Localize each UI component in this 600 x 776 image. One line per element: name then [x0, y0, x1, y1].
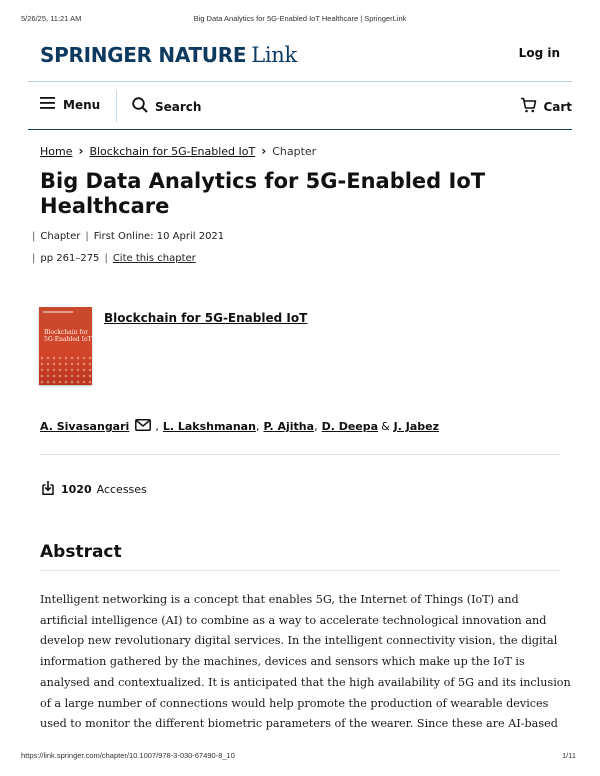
search-icon: [132, 97, 148, 116]
abstract-line: of a large number of connections would help promote the production of wearable devices: [40, 696, 549, 710]
author-separator: ,: [314, 420, 318, 433]
springer-nature-link-logo[interactable]: [40, 43, 297, 67]
accesses-label: Accesses: [96, 483, 147, 496]
abstract-line: artificial intelligence (AI) to combine as a way to accelerate technological innovation and: [40, 613, 547, 627]
print-page-number: 1/11: [561, 751, 576, 760]
author-link[interactable]: A. Sivasangari: [40, 420, 130, 433]
hamburger-icon: [40, 97, 55, 112]
search-button[interactable]: [132, 97, 201, 116]
chevron-right-icon: ›: [78, 144, 84, 158]
section-divider: [40, 454, 560, 455]
chevron-right-icon: ›: [261, 144, 267, 158]
author-separator: ,: [255, 420, 260, 433]
author-separator: &: [381, 420, 390, 433]
abstract-text: [40, 590, 571, 735]
author-list: [40, 419, 439, 434]
author-separator: ,: [155, 420, 159, 433]
download-icon: [40, 480, 56, 499]
nav-divider: [28, 129, 572, 130]
header-divider: [28, 81, 572, 82]
accesses-metric: [40, 480, 147, 499]
cart-icon: [520, 97, 537, 116]
breadcrumb: [40, 144, 316, 158]
email-icon[interactable]: [135, 419, 151, 434]
breadcrumb-current: Chapter: [272, 144, 317, 158]
menu-label: Menu: [63, 97, 101, 112]
print-url: https://link.springer.com/chapter/10.1007/978-3-030-67490-8_10: [21, 751, 235, 760]
abstract-line: information gathered by the machines, devices and sensors which make up the IoT is: [40, 655, 525, 669]
main-nav: [28, 88, 572, 126]
book-title-link[interactable]: Blockchain for 5G-Enabled IoT: [104, 311, 308, 325]
first-online-date: First Online: 10 April 2021: [93, 231, 225, 242]
page-title: Big Data Analytics for 5G-Enabled IoT Healthcare: [40, 169, 486, 218]
book-cover-image[interactable]: [39, 307, 92, 385]
nav-separator: [116, 90, 117, 122]
cite-chapter-link[interactable]: Cite this chapter: [112, 253, 196, 264]
chapter-meta-line-1: | Chapter | First Online: 10 April 2021: [32, 231, 225, 242]
abstract-line: develop new revolutionary digital services. In the intelligent connectivity vision, the digital: [40, 634, 558, 648]
chapter-meta-line-2: | pp 261–275 | Cite this chapter: [32, 253, 196, 264]
menu-button[interactable]: [40, 97, 100, 112]
book-cover-title: Blockchain for 5G-Enabled IoT: [44, 329, 92, 343]
author-link[interactable]: L. Lakshmanan: [162, 420, 256, 433]
abstract-line: analysed and contextualized. It is anticipated that the high availability of 5G and its inclusion: [40, 675, 571, 689]
author-link[interactable]: P. Ajitha: [263, 420, 315, 433]
abstract-line: used to monitor the different biometric parameters of the wearer. Since these are AI-based: [40, 717, 558, 731]
print-page-title: Big Data Analytics for 5G-Enabled IoT Healthcare | SpringerLink: [193, 14, 407, 23]
site-header: [40, 40, 560, 80]
page-range: pp 261–275: [40, 253, 100, 264]
content-type: Chapter: [40, 231, 81, 242]
search-label: Search: [155, 99, 202, 114]
abstract-line: Intelligent networking is a concept that enables 5G, the Internet of Things (IoT) and: [40, 593, 519, 606]
brand-name: SPRINGER NATURE: [40, 43, 247, 67]
breadcrumb-home[interactable]: Home: [40, 144, 73, 158]
breadcrumb-book[interactable]: Blockchain for 5G-Enabled IoT: [89, 144, 256, 158]
abstract-heading: Abstract: [40, 542, 122, 562]
author-link[interactable]: J. Jabez: [393, 420, 439, 433]
cart-label: Cart: [543, 99, 572, 114]
accesses-count: 1020: [61, 483, 92, 496]
section-divider: [40, 570, 560, 571]
login-link[interactable]: Log in: [518, 46, 560, 60]
author-link[interactable]: D. Deepa: [321, 420, 379, 433]
print-datetime: 5/26/25, 11:21 AM: [21, 14, 82, 23]
cart-button[interactable]: [520, 97, 572, 116]
brand-suffix: Link: [251, 43, 297, 67]
